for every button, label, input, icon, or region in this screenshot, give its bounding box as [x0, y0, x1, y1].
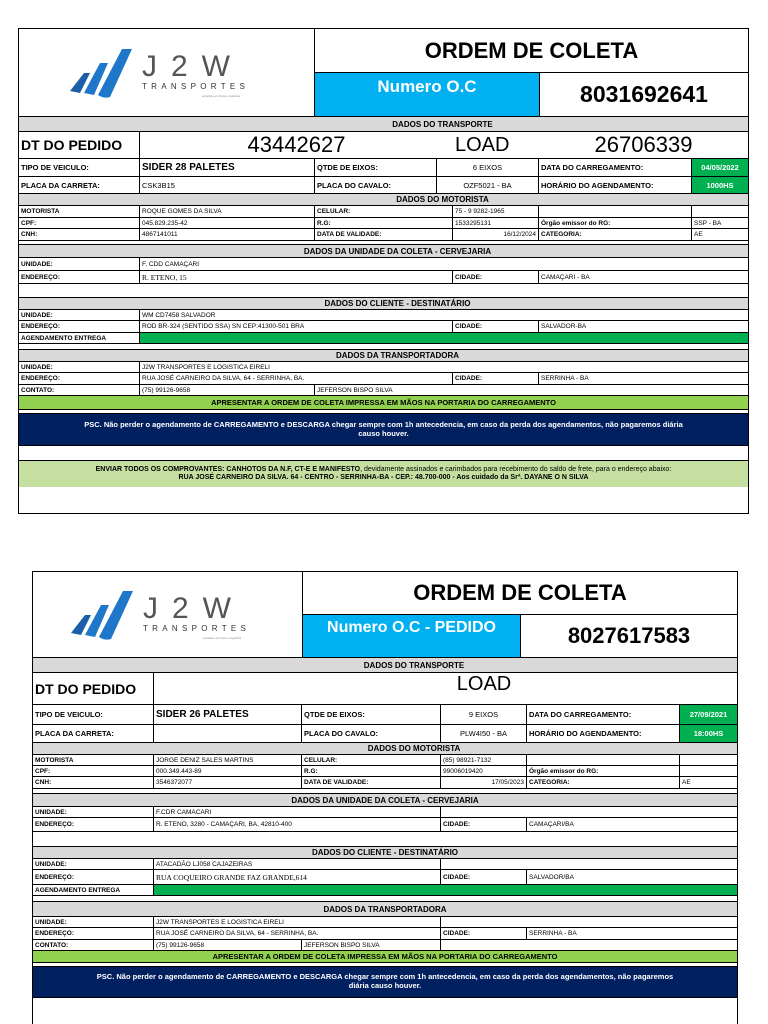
j2w-logo-icon	[62, 43, 272, 103]
section-cliente: DADOS DO CLIENTE - DESTINATÁRIO	[311, 848, 459, 857]
section-motorista: DADOS DO MOTORISTA	[367, 744, 461, 753]
section-transportadora: DADOS DA TRANSPORTADORA	[323, 904, 447, 914]
form-header	[19, 29, 748, 117]
tipo-value: SIDER 28 PALETES	[140, 159, 315, 176]
transp-endereco-value: RUA JOSÉ CARNEIRO DA SILVA, 64 - SERRINHA, BA.	[154, 928, 441, 939]
contato-name: JEFERSON BISPO SILVA	[302, 940, 441, 950]
contato-phone: (75) 99126-9658	[140, 385, 315, 395]
categoria-label: CATEGORIA:	[539, 229, 692, 240]
categoria-value: AE	[682, 779, 691, 786]
orgao-label: Órgão emissor do RG:	[527, 766, 680, 776]
coleta-unidade-label: UNIDADE:	[19, 258, 140, 270]
cliente-endereco-value: RUA COQUEIRO GRANDE FAZ GRANDE,614	[154, 870, 441, 884]
contato-label: CONTATO:	[19, 385, 140, 395]
transp-unidade-value: J2W TRANSPORTES E LOGISTICA EIRELI	[142, 363, 270, 371]
transp-unidade-value: J2W TRANSPORTES E LOGISTICA EIRELI	[154, 917, 441, 927]
placa-carreta-value: CSK3B15	[140, 177, 315, 193]
dt-value	[154, 673, 441, 704]
cnh-label: CNH:	[33, 777, 154, 788]
dt-label: DT DO PEDIDO	[33, 673, 154, 704]
page-title: ORDEM DE COLETA	[315, 29, 748, 73]
orgao-value: SSP - BA	[694, 219, 722, 227]
placa-cavalo-label: PLACA DO CAVALO:	[302, 725, 441, 742]
tipo-value: SIDER 26 PALETES	[154, 705, 302, 724]
categoria-label: CATEGORIA:	[527, 777, 680, 788]
coleta-endereco-value: R. ETENO, 15	[140, 271, 453, 283]
j2w-logo-icon	[63, 585, 273, 645]
section-cliente: DADOS DO CLIENTE - DESTINATÁRIO	[324, 299, 471, 308]
categoria-value: AE	[694, 231, 703, 238]
dt-value: 43442627	[247, 132, 346, 157]
load-label: LOAD	[455, 133, 510, 156]
horario-value: 18:00HS	[680, 725, 737, 742]
svg-text:J2W: J2W	[142, 591, 245, 625]
cnh-value: 4867141011	[140, 229, 315, 240]
agendamento-value	[140, 333, 748, 343]
coleta-cidade-label: CIDADE:	[453, 271, 539, 283]
agendamento-label: AGENDAMENTO ENTREGA	[33, 885, 154, 895]
empty-cell	[680, 755, 737, 765]
transp-cidade-label: CIDADE:	[441, 928, 527, 939]
transp-endereco-value: RUA JOSÉ CARNEIRO DA SILVA, 64 - SERRINHA, BA.	[140, 373, 453, 384]
tipo-label: TIPO DE VEICULO:	[19, 159, 140, 176]
eixos-value: 9 EIXOS	[441, 705, 527, 724]
cnh-label: CNH:	[19, 229, 140, 240]
cpf-value: 000.349.443-89	[154, 766, 302, 776]
oc-number: 8031692641	[580, 81, 708, 107]
cliente-endereco-label: ENDEREÇO:	[33, 870, 154, 884]
placa-carreta-value	[154, 725, 302, 742]
contato-name: JEFERSON BISPO SILVA	[317, 386, 393, 394]
validade-value: 17/05/2023	[441, 777, 527, 788]
coleta-unidade-value: F. CDD CAMAÇARI	[142, 260, 200, 268]
motorista-label: MOTORISTA	[33, 755, 154, 765]
cliente-unidade-label: UNIDADE:	[19, 310, 140, 320]
section-motorista: DADOS DO MOTORISTA	[396, 195, 489, 204]
orgao-value	[680, 766, 737, 776]
placa-cavalo-label: PLACA DO CAVALO:	[315, 177, 437, 193]
horario-label: HORÁRIO DO AGENDAMENTO:	[527, 725, 680, 742]
celular-label: CELULAR:	[315, 206, 453, 217]
motorista-value: JORGE DENIZ SALES MARTINS	[154, 755, 302, 765]
coleta-endereco-value: R. ETENO, 3280 - CAMAÇARI, BA, 42810-400	[154, 818, 441, 831]
rg-label: R.G:	[315, 218, 453, 228]
validade-label: DATA DE VALIDADE:	[315, 229, 453, 240]
data-carregamento-label: DATA DO CARREGAMENTO:	[527, 705, 680, 724]
cliente-cidade-label: CIDADE:	[453, 321, 539, 332]
empty-cell	[692, 206, 748, 217]
contato-label: CONTATO:	[33, 940, 154, 950]
section-transporte: DADOS DO TRANSPORTE	[392, 119, 493, 129]
enviar-address: RUA JOSÉ CARNEIRO DA SILVA. 64 - CENTRO - SERRINHA-BA - CEP.: 48.700-000 - Aos cuidado da Srª. DAYANE O N SILVA	[178, 474, 589, 481]
load-value	[527, 673, 737, 704]
coleta-cidade-label: CIDADE:	[441, 818, 527, 831]
motorista-value: ROQUE GOMES DA SILVA	[140, 206, 315, 217]
horario-value: 1000HS	[692, 177, 748, 193]
rg-value: 99006019420	[441, 766, 527, 776]
data-carregamento-label: DATA DO CARREGAMENTO:	[539, 159, 692, 176]
empty-cell	[441, 917, 737, 927]
enviar-rest-text: , devidamente assinados e carimbados para recebimento do saldo de frete, para o endereço abaixo:	[360, 465, 672, 473]
empty-cell	[441, 807, 737, 817]
empty-cell	[539, 206, 692, 217]
rg-label: R.G:	[302, 766, 441, 776]
section-coleta: DADOS DA UNIDADE DA COLETA - CERVEJARIA	[291, 795, 479, 805]
cliente-unidade-value: ATACADÃO LJ058 CAJAZEIRAS	[154, 859, 441, 869]
placa-cavalo-value: OZF5021 - BA	[437, 177, 539, 193]
cliente-endereco-value: ROD BR-324 (SENTIDO SSA) SN CEP:41300-501 BRA	[140, 321, 453, 332]
transp-cidade-label: CIDADE:	[453, 373, 539, 384]
celular-value: 75 - 9 9282-1965	[453, 206, 539, 217]
coleta-unidade-value: F.CDR CAMACARI	[154, 807, 441, 817]
validade-value: 16/12/2024	[453, 229, 539, 240]
cliente-unidade-value: WM CD7458 SALVADOR	[142, 311, 216, 319]
svg-text:soluções em frete e logística: soluções em frete e logística	[201, 93, 240, 98]
cpf-value: 045.829.235-42	[140, 218, 315, 228]
psc-notice: PSC. Não perder o agendamento de CARREGAMENTO e DESCARGA chegar sempre com 1h antecedencia, em caso da perda dos agendamentos, não pagaremos diária causo houver.	[96, 972, 674, 990]
oc-label: Numero O.C	[315, 73, 540, 116]
apresentar-banner: APRESENTAR A ORDEM DE COLETA IMPRESSA EM MÃOS NA PORTARIA DO CARREGAMENTO	[211, 398, 556, 407]
load-value: 26706339	[594, 132, 693, 157]
apresentar-banner: APRESENTAR A ORDEM DE COLETA IMPRESSA EM MÃOS NA PORTARIA DO CARREGAMENTO	[212, 952, 558, 961]
company-logo	[19, 29, 315, 116]
coleta-endereco-label: ENDEREÇO:	[33, 818, 154, 831]
empty-cell	[527, 755, 680, 765]
form-header	[33, 572, 737, 658]
cpf-label: CPF:	[33, 766, 154, 776]
dt-label: DT DO PEDIDO	[19, 132, 140, 158]
cliente-endereco-label: ENDEREÇO:	[19, 321, 140, 332]
placa-carreta-label: PLACA DA CARRETA:	[19, 177, 140, 193]
cliente-cidade-value: SALVADOR/BA	[529, 873, 574, 881]
section-transportadora: DADOS DA TRANSPORTADORA	[335, 351, 460, 360]
oc-label: Numero O.C - PEDIDO	[303, 615, 521, 657]
transp-unidade-label: UNIDADE:	[33, 917, 154, 927]
eixos-label: QTDE DE EIXOS:	[302, 705, 441, 724]
cpf-label: CPF:	[19, 218, 140, 228]
data-carregamento-value: 27/09/2021	[680, 705, 737, 724]
empty-cell	[441, 940, 737, 950]
psc-notice: PSC. Não perder o agendamento de CARREGAMENTO e DESCARGA chegar sempre com 1h antecedencia, em caso da perda dos agendamentos, não pagaremos diária causo houver.	[84, 419, 683, 438]
cliente-unidade-label: UNIDADE:	[33, 859, 154, 869]
placa-cavalo-value: PLW4I50 - BA	[441, 725, 527, 742]
transp-cidade-value: SERRINHA - BA	[541, 375, 589, 382]
enviar-bold-text: ENVIAR TODOS OS COMPROVANTES: CANHOTOS DA N.F, CT-E E MANIFESTO	[95, 465, 361, 473]
validade-label: DATA DE VALIDADE:	[302, 777, 441, 788]
enviar-notice	[19, 461, 748, 487]
eixos-value: 6 EIXOS	[437, 159, 539, 176]
agendamento-value	[154, 885, 737, 895]
section-transporte: DADOS DO TRANSPORTE	[363, 660, 465, 670]
eixos-label: QTDE DE EIXOS:	[315, 159, 437, 176]
coleta-cidade-value: CAMAÇARI/BA	[529, 821, 574, 828]
section-coleta: DADOS DA UNIDADE DA COLETA - CERVEJARIA	[303, 246, 492, 256]
contato-phone: (75) 99126-9658	[154, 940, 302, 950]
svg-text:TRANSPORTES: TRANSPORTES	[142, 623, 250, 633]
company-logo	[33, 572, 303, 657]
rg-value: 1533295131	[453, 218, 539, 228]
page-title: ORDEM DE COLETA	[303, 572, 737, 615]
transp-endereco-label: ENDEREÇO:	[33, 928, 154, 939]
svg-text:TRANSPORTES: TRANSPORTES	[141, 81, 249, 91]
placa-carreta-label: PLACA DA CARRETA:	[33, 725, 154, 742]
coleta-cidade-value: CAMAÇARI - BA	[541, 273, 590, 281]
load-label: LOAD	[456, 673, 512, 695]
orgao-label: Órgão emissor do RG:	[539, 218, 692, 228]
empty-cell	[441, 859, 737, 869]
transp-unidade-label: UNIDADE:	[19, 362, 140, 372]
transp-cidade-value: SERRINHA - BA	[529, 930, 577, 937]
coleta-endereco-label: ENDEREÇO:	[19, 271, 140, 283]
horario-label: HORÁRIO DO AGENDAMENTO:	[539, 177, 692, 193]
order-form-2	[32, 571, 738, 1024]
cnh-value: 3546372077	[154, 777, 302, 788]
celular-label: CELULAR:	[302, 755, 441, 765]
celular-value: (85) 98921-7132	[441, 755, 527, 765]
agendamento-label: AGENDAMENTO ENTREGA	[19, 333, 140, 343]
coleta-unidade-label: UNIDADE:	[33, 807, 154, 817]
oc-number: 8027617583	[567, 623, 691, 648]
svg-text:soluções em frete e logística: soluções em frete e logística	[202, 635, 241, 640]
cliente-cidade-value: SALVADOR-BA	[541, 323, 587, 330]
tipo-label: TIPO DE VEICULO:	[33, 705, 154, 724]
transp-endereco-label: ENDEREÇO:	[19, 373, 140, 384]
data-carregamento-value: 04/05/2022	[692, 159, 748, 176]
motorista-label: MOTORISTA	[19, 206, 140, 217]
svg-text:J2W: J2W	[141, 49, 244, 83]
cliente-cidade-label: CIDADE:	[441, 870, 527, 884]
order-form-1	[18, 28, 749, 514]
